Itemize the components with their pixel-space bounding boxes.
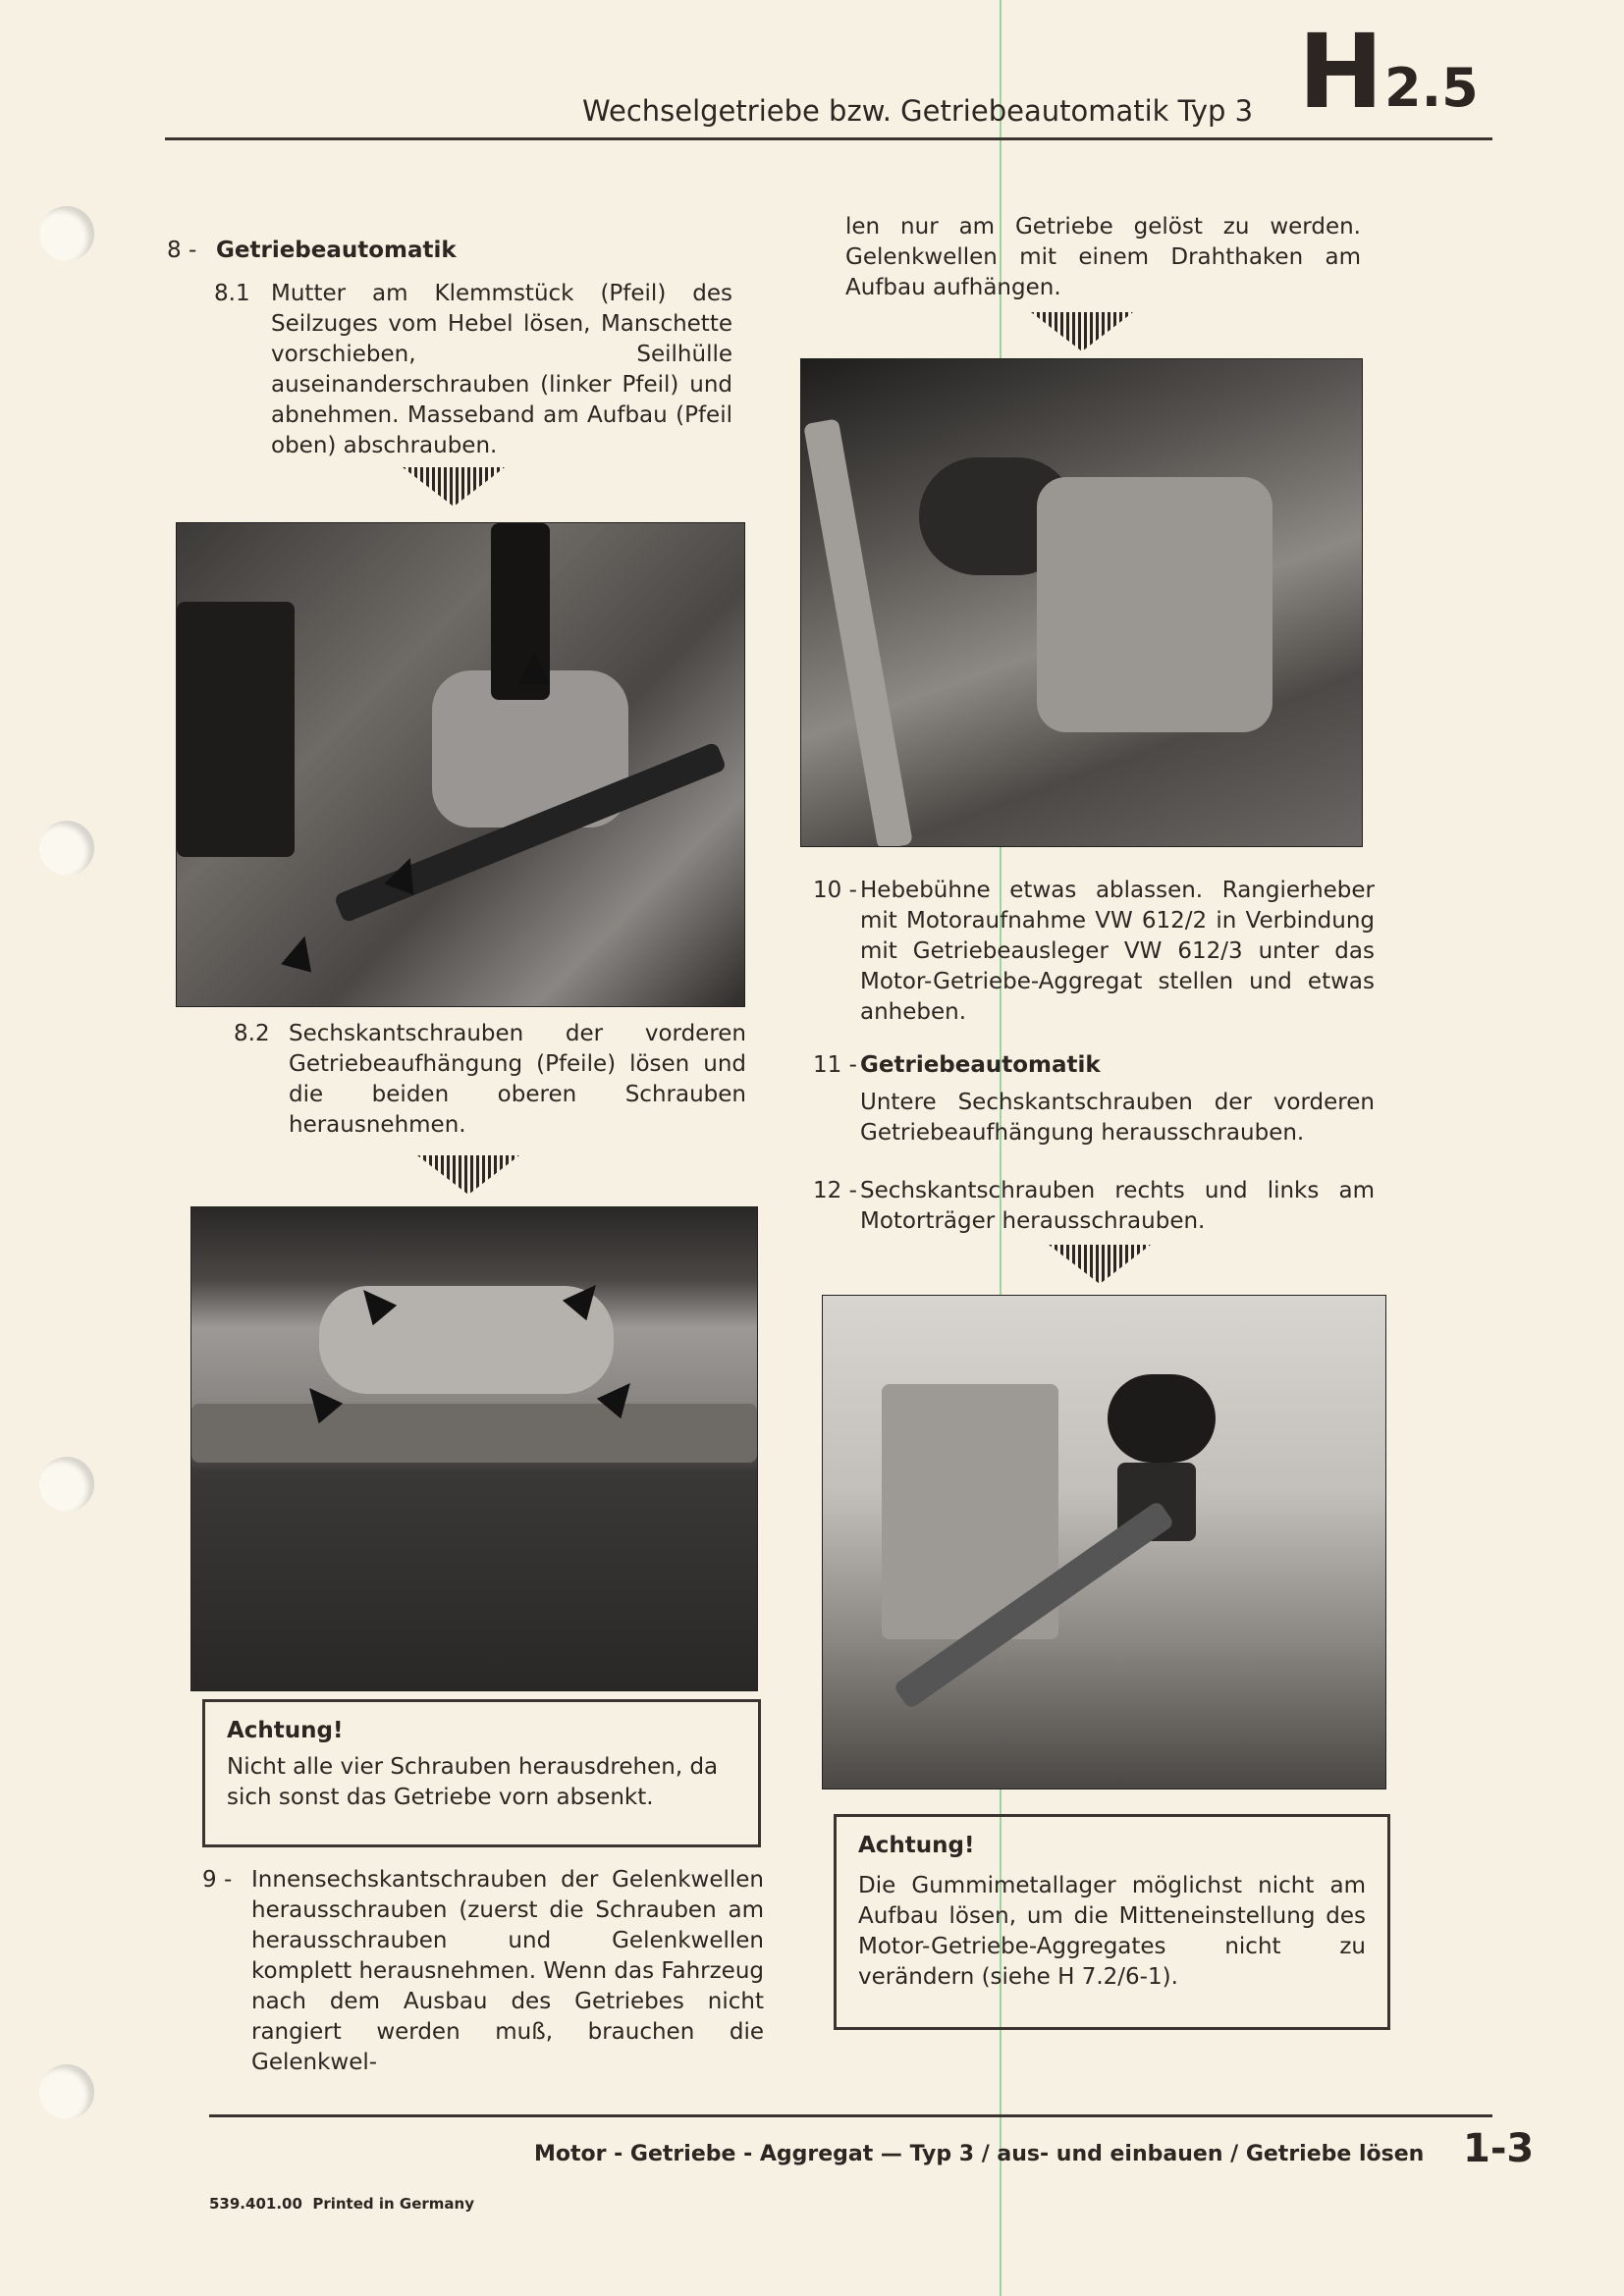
down-arrow-icon [1049, 1245, 1151, 1284]
down-arrow-icon [1031, 312, 1133, 351]
warning-text: Die Gummimetallager möglichst nicht am Aufbau lösen, um die Mitteneinstellung des Motor-Getriebe-Aggregates nicht zu verändern (siehe H 7.2/6-1). [858, 1873, 1366, 1990]
step-12-number: 12 - [813, 1178, 857, 1203]
photo-cable-clamp [176, 522, 745, 1007]
warning-box-left [202, 1699, 761, 1847]
print-info: 539.401.00 Printed in Germany [209, 2195, 474, 2213]
step-10-text: Hebebühne etwas ablassen. Rangierheber mit Motoraufnahme VW 612/2 in Verbindung mit Getriebeausleger VW 612/3 unter das Motor-Getriebe-Aggregat stellen und etwas anheben. [860, 878, 1375, 1025]
punch-hole [39, 2064, 94, 2119]
photo-engine-carrier [822, 1295, 1386, 1789]
photo-drive-shaft [800, 358, 1363, 847]
page-number: 1-3 [1463, 2126, 1535, 2171]
step-9-continued-text: len nur am Getriebe gelöst zu werden. Gelenkwellen mit einem Drahthaken am Aufbau aufhängen. [845, 214, 1361, 300]
footer-rule [209, 2114, 1492, 2117]
punch-hole [39, 206, 94, 261]
down-arrow-icon [403, 467, 505, 507]
step-8-number: 8 - [167, 238, 197, 263]
step-10-number: 10 - [813, 878, 857, 903]
punch-hole [39, 821, 94, 876]
footer-title: Motor - Getriebe - Aggregat — Typ 3 / aus- und einbauen / Getriebe lösen [534, 2142, 1425, 2166]
down-arrow-icon [417, 1155, 519, 1195]
section-letter: H [1298, 12, 1384, 132]
step-8-2-number: 8.2 [234, 1021, 270, 1046]
step-11-number: 11 - [813, 1052, 857, 1078]
photo-front-mount-bolts [190, 1206, 758, 1691]
step-12-text: Sechskantschrauben rechts und links am Motorträger herausschrauben. [860, 1178, 1375, 1234]
step-9-number: 9 - [202, 1867, 233, 1893]
step-9-text: Innensechskantschrauben der Gelenkwellen herausschrauben (zuerst die Schrauben am herausschrauben und Gelenkwellen komplett herausnehmen. Wenn das Fahrzeug nach dem Ausbau des Getriebes nicht rangiert werden muß, brauchen die Gelenkwel- [251, 1867, 765, 2075]
warning-title: Achtung! [227, 1718, 344, 1743]
section-number: 2.5 [1384, 57, 1479, 119]
step-8-1-text: Mutter am Klemmstück (Pfeil) des Seilzuges vom Hebel lösen, Manschette vorschieben, Seilhülle auseinanderschrauben (linker Pfeil) und abnehmen. Masseband am Aufbau (Pfeil oben) abschrauben. [271, 281, 732, 458]
step-8-2-text: Sechskantschrauben der vorderen Getriebeaufhängung (Pfeile) lösen und die beiden oberen Schrauben herausnehmen. [289, 1021, 746, 1138]
step-8-title: Getriebeautomatik [216, 238, 457, 263]
header-title: Wechselgetriebe bzw. Getriebeautomatik Typ 3 [582, 94, 1254, 128]
warning-box-right [834, 1814, 1390, 2030]
warning-title: Achtung! [858, 1833, 975, 1858]
step-11-title: Getriebeautomatik [860, 1052, 1101, 1078]
warning-text: Nicht alle vier Schrauben herausdrehen, da sich sonst das Getriebe vorn absenkt. [227, 1754, 719, 1810]
step-8-1-number: 8.1 [214, 281, 250, 306]
punch-hole [39, 1457, 94, 1512]
step-11-text: Untere Sechskantschrauben der vorderen Getriebeaufhängung herausschrauben. [860, 1090, 1375, 1146]
header-rule [165, 137, 1492, 140]
